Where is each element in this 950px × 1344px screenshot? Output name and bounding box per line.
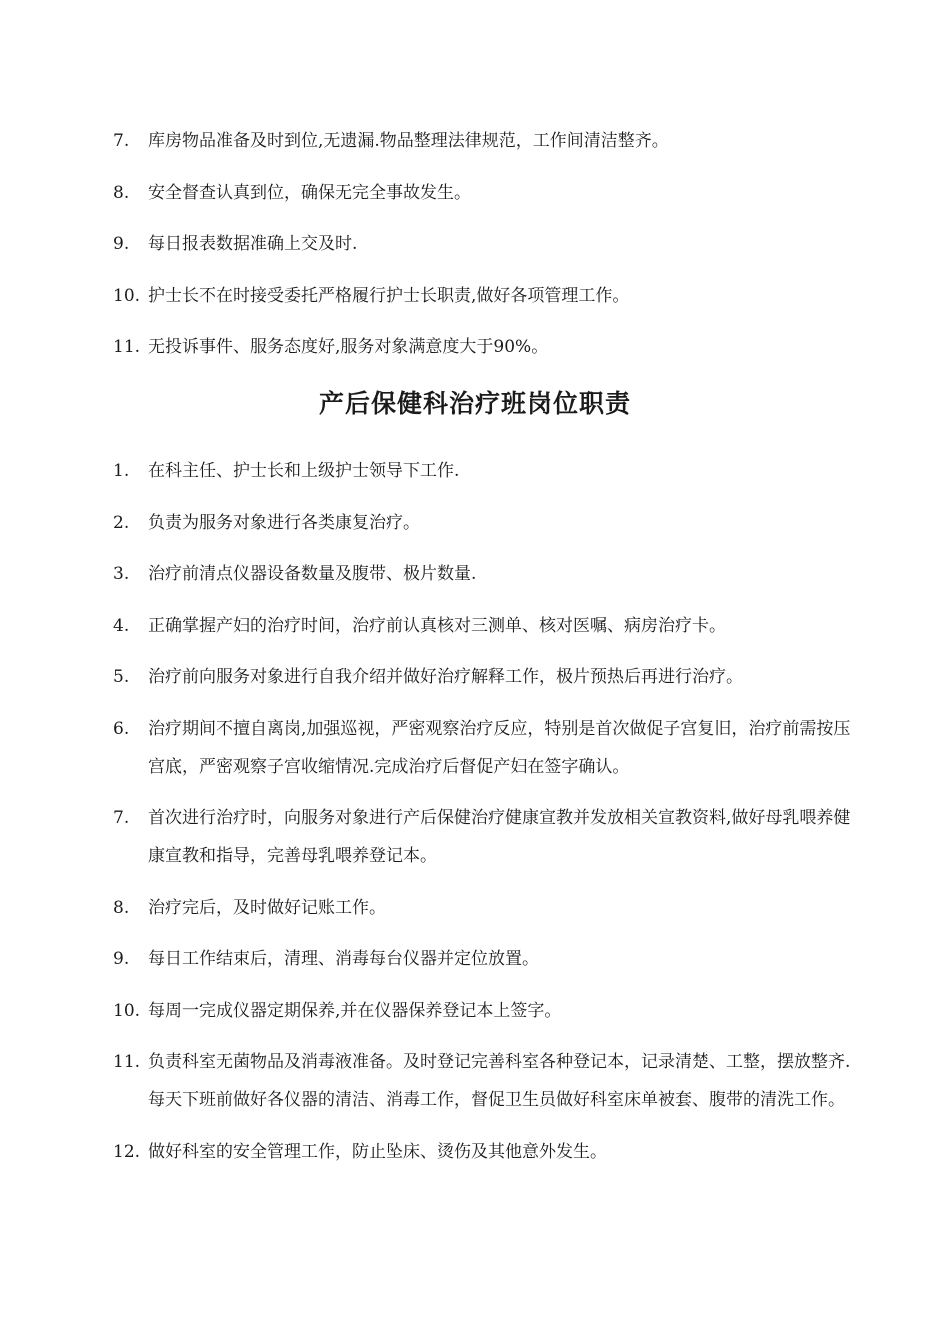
- list-item: [113, 174, 853, 212]
- list-item: [113, 799, 853, 875]
- list-item: [113, 940, 853, 978]
- section-title: 产后保健科治疗班岗位职责: [318, 389, 631, 418]
- list-item: [113, 992, 853, 1030]
- item-number: 5.: [113, 667, 130, 687]
- item-text: 每日报表数据准确上交及时.: [148, 234, 358, 254]
- duties-list: [113, 452, 853, 1184]
- item-text: 每周一完成仪器定期保养,并在仪器保养登记本上签字。: [148, 1000, 562, 1021]
- item-text: 治疗前向服务对象进行自我介绍并做好治疗解释工作，极片预热后再进行治疗。: [148, 667, 743, 687]
- item-text: 安全督查认真到位，确保无完全事故发生。: [148, 182, 471, 203]
- item-number: 11.: [113, 1052, 141, 1072]
- item-text: 治疗前清点仪器设备数量及腹带、极片数量.: [148, 564, 477, 584]
- list-item: [113, 555, 853, 593]
- list-item: [113, 889, 853, 927]
- list-item: [113, 1133, 853, 1171]
- list-item: [113, 658, 853, 696]
- list-item: [113, 328, 853, 366]
- item-text: 在科主任、护士长和上级护士领导下工作.: [148, 461, 460, 481]
- item-number: 1.: [113, 461, 130, 481]
- list-item: [113, 710, 853, 786]
- item-number: 12.: [113, 1141, 141, 1162]
- item-text: 负责为服务对象进行各类康复治疗。: [148, 512, 420, 533]
- item-text: 护士长不在时接受委托严格履行护士长职责,做好各项管理工作。: [148, 285, 630, 306]
- list-item: [113, 452, 853, 490]
- item-number: 3.: [113, 564, 130, 584]
- item-number: 8.: [113, 182, 130, 203]
- item-number: 4.: [113, 615, 130, 636]
- list-item: [113, 277, 853, 315]
- list-item: [113, 122, 853, 160]
- item-text: 负责科室无菌物品及消毒液准备。及时登记完善科室各种登记本，记录清楚、工整，摆放整齐.每天下班前做好各仪器的清洁、消毒工作，督促卫生员做好科室床单被套、腹带的清洗工作。: [148, 1052, 851, 1110]
- item-number: 9.: [113, 949, 130, 969]
- item-number: 7.: [113, 808, 130, 828]
- list-item: [113, 1043, 853, 1119]
- item-text: 治疗完后，及时做好记账工作。: [148, 897, 386, 918]
- item-number: 7.: [113, 131, 130, 151]
- item-text: 正确掌握产妇的治疗时间，治疗前认真核对三测单、核对医嘱、病房治疗卡。: [148, 615, 726, 636]
- item-number: 9.: [113, 234, 130, 254]
- list-item: [113, 607, 853, 645]
- list-item: [113, 504, 853, 542]
- item-number: 6.: [113, 718, 130, 739]
- item-number: 11.: [113, 337, 141, 357]
- item-text: 首次进行治疗时，向服务对象进行产后保健治疗健康宣教并发放相关宣教资料,做好母乳喂养健康宣教和指导，完善母乳喂养登记本。: [148, 808, 851, 866]
- item-number: 10.: [113, 1000, 141, 1021]
- item-text: 无投诉事件、服务态度好,服务对象满意度大于90%。: [148, 337, 549, 357]
- item-text: 每日工作结束后，清理、消毒每台仪器并定位放置。: [148, 949, 539, 969]
- item-number: 2.: [113, 512, 130, 533]
- item-text: 做好科室的安全管理工作，防止坠床、烫伤及其他意外发生。: [148, 1141, 607, 1162]
- list-item: [113, 225, 853, 263]
- item-text: 库房物品准备及时到位,无遗漏.物品整理法律规范，工作间清洁整齐。: [148, 131, 669, 151]
- item-number: 8.: [113, 897, 130, 918]
- item-text: 治疗期间不擅自离岗,加强巡视，严密观察治疗反应，特别是首次做促子宫复旧，治疗前需按压宫底，严密观察子宫收缩情况.完成治疗后督促产妇在签字确认。: [148, 718, 851, 777]
- item-number: 10.: [113, 285, 141, 306]
- previous-duties-list: [113, 122, 853, 380]
